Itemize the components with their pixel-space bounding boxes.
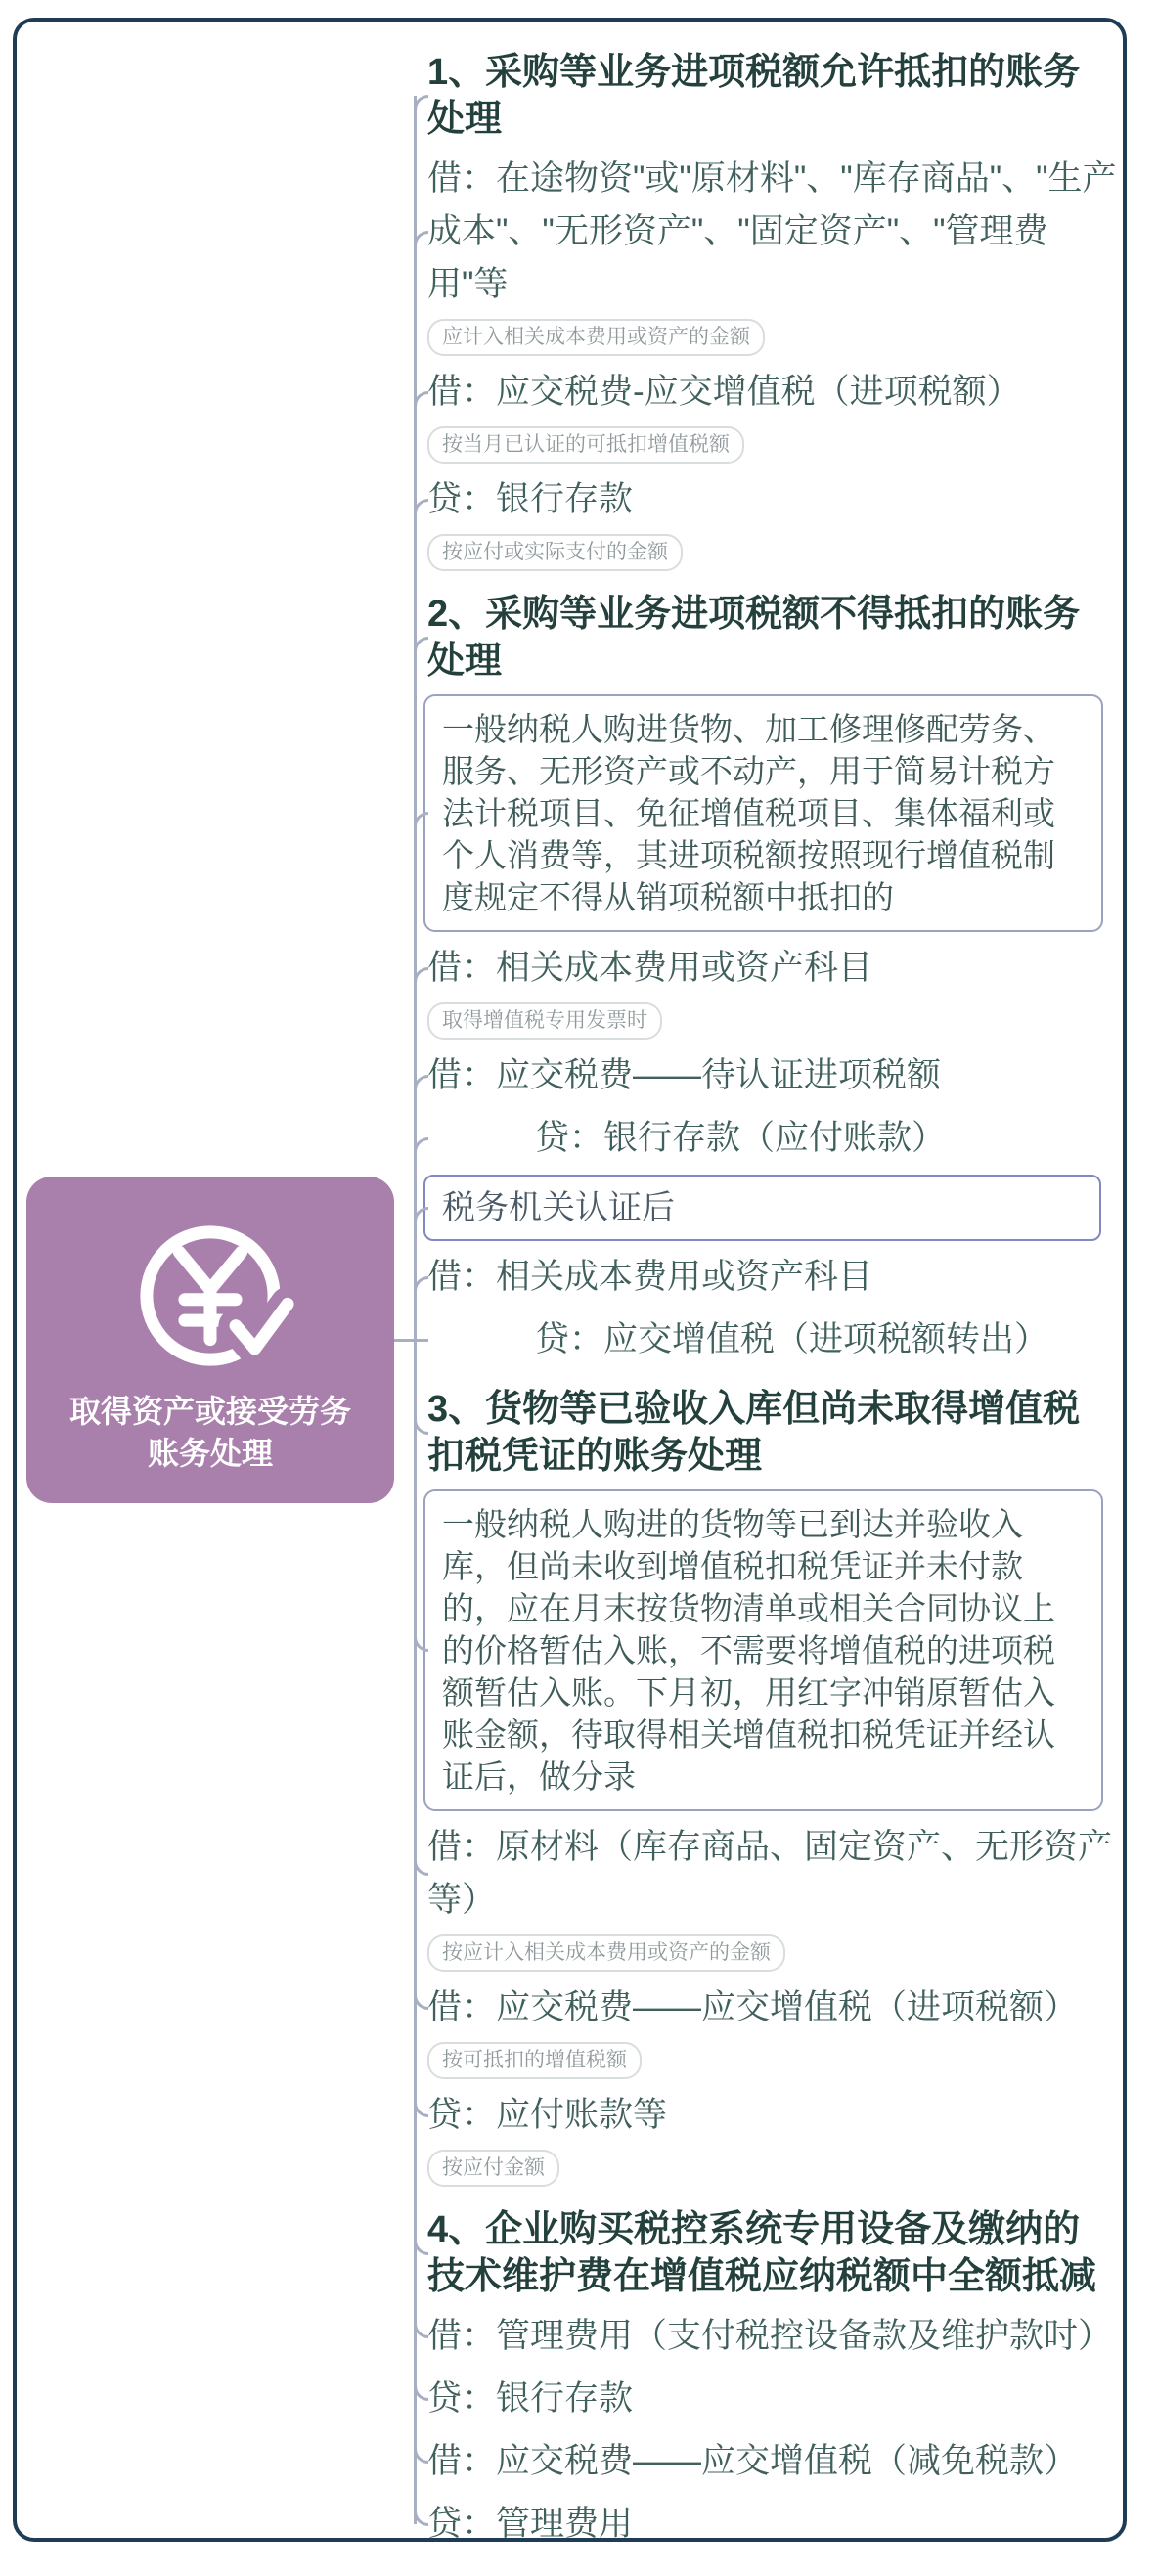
amount-note-badge: 按应付金额 [427,2150,559,2187]
branch-connector-elbow [414,2230,428,2255]
branch-connector-elbow [414,2092,428,2117]
branch-connector-elbow [414,1850,428,1876]
branch-connector-elbow [414,391,428,417]
branch-connector-elbow [414,2438,428,2464]
branch-row-entry[interactable] [400,153,1117,356]
journal-entry-text: 贷：银行存款 [427,2379,634,2418]
branch-row-entry[interactable] [400,1112,1117,1165]
branch-row-entry[interactable] [400,366,1117,464]
journal-entry-text: 借：相关成本费用或资产科目 [427,949,873,987]
branch-row-entry[interactable] [400,473,1117,571]
amount-note-badge: 应计入相关成本费用或资产的金额 [427,319,765,356]
branch-connector-elbow [414,231,428,256]
explanation-box: 一般纳税人购进的货物等已到达并验收入库，但尚未收到增值税扣税凭证并未付款的，应在月末按货物清单或相关合同协议上的价格暂估入账，不需要将增值税的进项税额暂估入账。下月初，用红字冲销原暂估入账金额，待取得相关增值税扣税凭证并经认证后，做分录 [423,1489,1103,1811]
branch-row-entry[interactable] [400,1251,1117,1304]
root-topic-label-line1: 取得资产或接受劳务 [68,1394,351,1429]
journal-entry-text: 借：应交税费——待认证进项税额 [427,1056,942,1094]
branch-row-entry[interactable] [400,2373,1117,2425]
branch-connector-elbow [414,1137,428,1163]
branch-connector-elbow [414,2313,428,2338]
branch-row-heading[interactable] [400,2206,1117,2300]
journal-entry-text: 贷：应付账款等 [427,2096,668,2134]
branch-row-heading[interactable] [400,591,1117,685]
journal-entry-text: 借：应交税费——应交增值税（进项税额） [427,1988,1079,2026]
amount-note-badge: 按应计入相关成本费用或资产的金额 [427,1934,785,1972]
amount-note-badge: 按应付或实际支付的金额 [427,534,683,571]
section-heading: 1、采购等业务进项税额允许抵扣的账务处理 [427,52,1081,140]
branch-connector-elbow [414,2376,428,2401]
branch-connector-elbow [414,1409,428,1435]
explanation-box: 一般纳税人购进货物、加工修理修配劳务、服务、无形资产或不动产，用于简易计税方法计税项目、免征增值税项目、集体福利或个人消费等，其进项税额按照现行增值税制度规定不得从销项税额中抵扣的 [423,694,1103,932]
journal-entry-text: 借：原材料（库存商品、固定资产、无形资产等） [427,1828,1113,1919]
branch-connector-elbow [414,1207,428,1232]
branch-row-entry[interactable] [400,2089,1117,2187]
branch-row-note[interactable] [400,1175,1117,1241]
amount-note-badge: 按可抵扣的增值税额 [427,2042,642,2079]
amount-note-badge: 按当月已认证的可抵扣增值税额 [427,426,744,464]
section-heading: 4、企业购买税控系统专用设备及缴纳的技术维护费在增值税应纳税额中全额抵减 [427,2209,1097,2297]
branch-connector-elbow [414,1984,428,2010]
journal-entry-text: 借：相关成本费用或资产科目 [427,1258,873,1296]
branch-row-entry[interactable] [400,1821,1117,1972]
branch-connector-elbow [414,2501,428,2526]
journal-entry-text: 借：应交税费——应交增值税（减免税款） [427,2442,1079,2480]
section-heading: 3、货物等已验收入库但尚未取得增值税扣税凭证的账务处理 [427,1389,1081,1477]
journal-entry-text: 贷：银行存款（应付账款） [535,1119,947,1157]
branch-row-entry[interactable] [400,1049,1117,1102]
root-topic-label [69,1391,351,1475]
branch-row-entry[interactable] [400,1313,1117,1366]
branch-connector-elbow [414,95,428,120]
branch-connector-elbow [414,1339,428,1342]
journal-entry-text: 贷：银行存款 [427,480,634,518]
branch-connector-elbow [414,499,428,524]
root-topic-label-line2: 账务处理 [147,1436,273,1471]
branch-row-box[interactable] [400,694,1117,932]
branch-row-entry[interactable] [400,2498,1117,2551]
branch-connector-elbow [414,967,428,993]
branches-column [400,22,1117,2560]
branch-row-entry[interactable] [400,942,1117,1040]
yuan-circle-check-icon [119,1205,301,1387]
journal-entry-text: 贷：应交增值税（进项税额转出） [535,1320,1049,1358]
branch-connector-elbow [414,812,428,837]
amount-note-badge: 取得增值税专用发票时 [427,1002,662,1040]
journal-entry-text: 借：在途物资"或"原材料"、"库存商品"、"生产成本"、"无形资产"、"固定资产"、"管理费用"等 [427,159,1117,303]
journal-entry-text: 借：应交税费-应交增值税（进项税额） [427,373,1021,411]
section-heading: 2、采购等业务进项税额不得抵扣的账务处理 [427,594,1081,682]
root-topic-node[interactable] [26,1177,394,1503]
branch-row-heading[interactable] [400,1386,1117,1480]
branch-connector-elbow [414,637,428,662]
branch-connector-elbow [414,1276,428,1302]
branch-connector-elbow [414,1075,428,1100]
journal-entry-text: 借：管理费用（支付税控设备款及维护款时） [427,2317,1113,2355]
branch-row-entry[interactable] [400,1981,1117,2079]
branch-connector-elbow [414,1626,428,1652]
branch-row-entry[interactable] [400,2310,1117,2363]
branch-row-heading[interactable] [400,49,1117,143]
journal-entry-text: 贷：管理费用 [427,2505,634,2543]
note-box: 税务机关认证后 [423,1175,1101,1241]
branch-row-box[interactable] [400,1489,1117,1811]
branch-row-entry[interactable] [400,2435,1117,2488]
